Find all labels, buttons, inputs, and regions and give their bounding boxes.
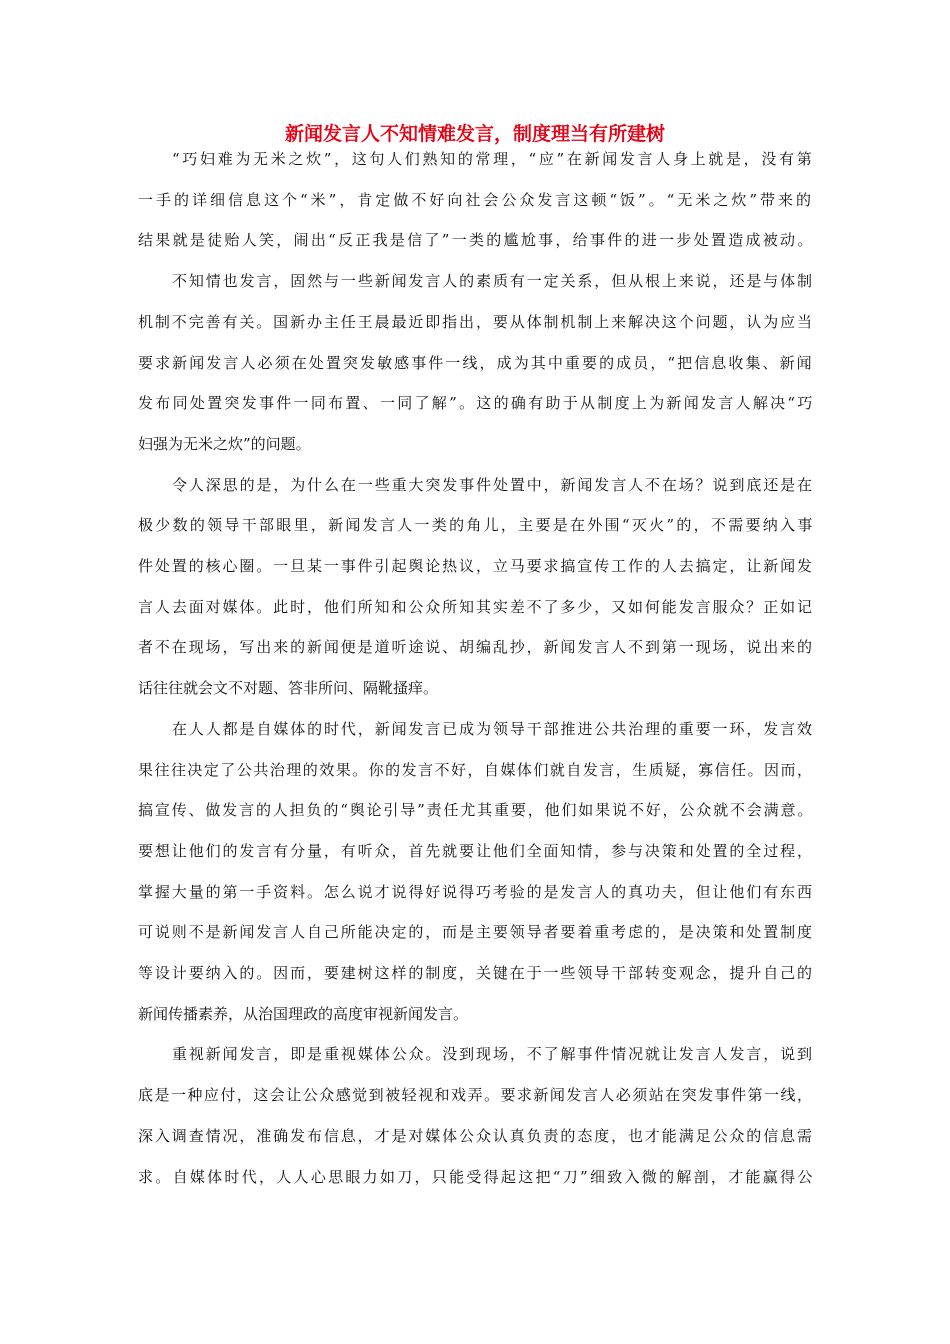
body-line: 机制不完善有关。国新办主任王晨最近即指出，要从体制机制上来解决这个问题，认为应当 bbox=[138, 312, 814, 331]
body-line: 底是一种应付，这会让公众感觉到被轻视和戏弄。要求新闻发言人必须站在突发事件第一线， bbox=[138, 1086, 814, 1105]
body-line: 果往往决定了公共治理的效果。你的发言不好，自媒体们就自发言，生质疑，寡信任。因而， bbox=[138, 760, 814, 779]
body-line: 可说则不是新闻发言人自己所能决定的，而是主要领导者要着重考虑的，是决策和处置制度 bbox=[138, 923, 814, 942]
body-line: 新闻传播素养，从治国理政的高度审视新闻发言。 bbox=[138, 1004, 469, 1023]
body-line: 者不在现场，写出来的新闻便是道听途说、胡编乱抄，新闻发言人不到第一现场，说出来的 bbox=[138, 638, 814, 657]
body-line: 掌握大量的第一手资料。怎么说才说得好说得巧考验的是发言人的真功夫，但让他们有东西 bbox=[138, 882, 814, 901]
body-line: 结果就是徒贻人笑，闹出“反正我是信了”一类的尴尬事，给事件的进一步处置造成被动。 bbox=[138, 231, 815, 250]
body-line: 妇强为无米之炊”的问题。 bbox=[138, 434, 311, 453]
body-line: 件处置的核心圈。一旦某一事件引起舆论热议，立马要求搞宣传工作的人去搞定，让新闻发 bbox=[138, 557, 814, 575]
body-line: 在人人都是自媒体的时代，新闻发言已成为领导干部推进公共治理的重要一环，发言效 bbox=[172, 719, 814, 738]
body-line: 极少数的领导干部眼里，新闻发言人一类的角儿，主要是在外围“灭火”的，不需要纳入事 bbox=[138, 516, 815, 535]
body-line: 要想让他们的发言有分量，有听众，首先就要让他们全面知情，参与决策和处置的全过程， bbox=[138, 841, 814, 860]
body-line: 要求新闻发言人必须在处置突发敏感事件一线，成为其中重要的成员，“把信息收集、新闻 bbox=[138, 353, 814, 372]
body-line: 求。自媒体时代，人人心思眼力如刀，只能受得起这把“刀”细致入微的解剖，才能赢得公 bbox=[138, 1167, 815, 1186]
body-line: 话往往就会文不对题、答非所问、隔靴搔痒。 bbox=[138, 679, 439, 698]
body-line: 深入调查情况，准确发布信息，才是对媒体公众认真负责的态度，也才能满足公众的信息需 bbox=[138, 1126, 814, 1145]
body-line: 令人深思的是，为什么在一些重大突发事件处置中，新闻发言人不在场？说到底还是在 bbox=[172, 475, 814, 494]
body-line: “巧妇难为无米之炊”，这句人们熟知的常理，“应”在新闻发言人身上就是，没有第 bbox=[172, 150, 815, 168]
body-line: 不知情也发言，固然与一些新闻发言人的素质有一定关系，但从根上来说，还是与体制 bbox=[172, 272, 814, 291]
article-title: 新闻发言人不知情难发言，制度理当有所建树 bbox=[284, 123, 665, 145]
body-line: 重视新闻发言，即是重视媒体公众。没到现场，不了解事件情况就让发言人发言，说到 bbox=[172, 1045, 814, 1064]
body-line: 等设计要纳入的。因而，要建树这样的制度，关键在于一些领导干部转变观念，提升自己的 bbox=[138, 964, 814, 982]
body-line: 一手的详细信息这个“米”，肯定做不好向社会公众发言这顿“饭”。“无米之炊”带来的 bbox=[138, 190, 815, 209]
body-line: 发布同处置突发事件一同布置、一同了解”。这的确有助于从制度上为新闻发言人解决“巧 bbox=[138, 394, 815, 413]
body-line: 搞宣传、做发言的人担负的“舆论引导”责任尤其重要，他们如果说不好，公众就不会满意。 bbox=[138, 801, 815, 820]
body-line: 言人去面对媒体。此时，他们所知和公众所知其实差不了多少，又如何能发言服众？正如记 bbox=[138, 597, 814, 616]
